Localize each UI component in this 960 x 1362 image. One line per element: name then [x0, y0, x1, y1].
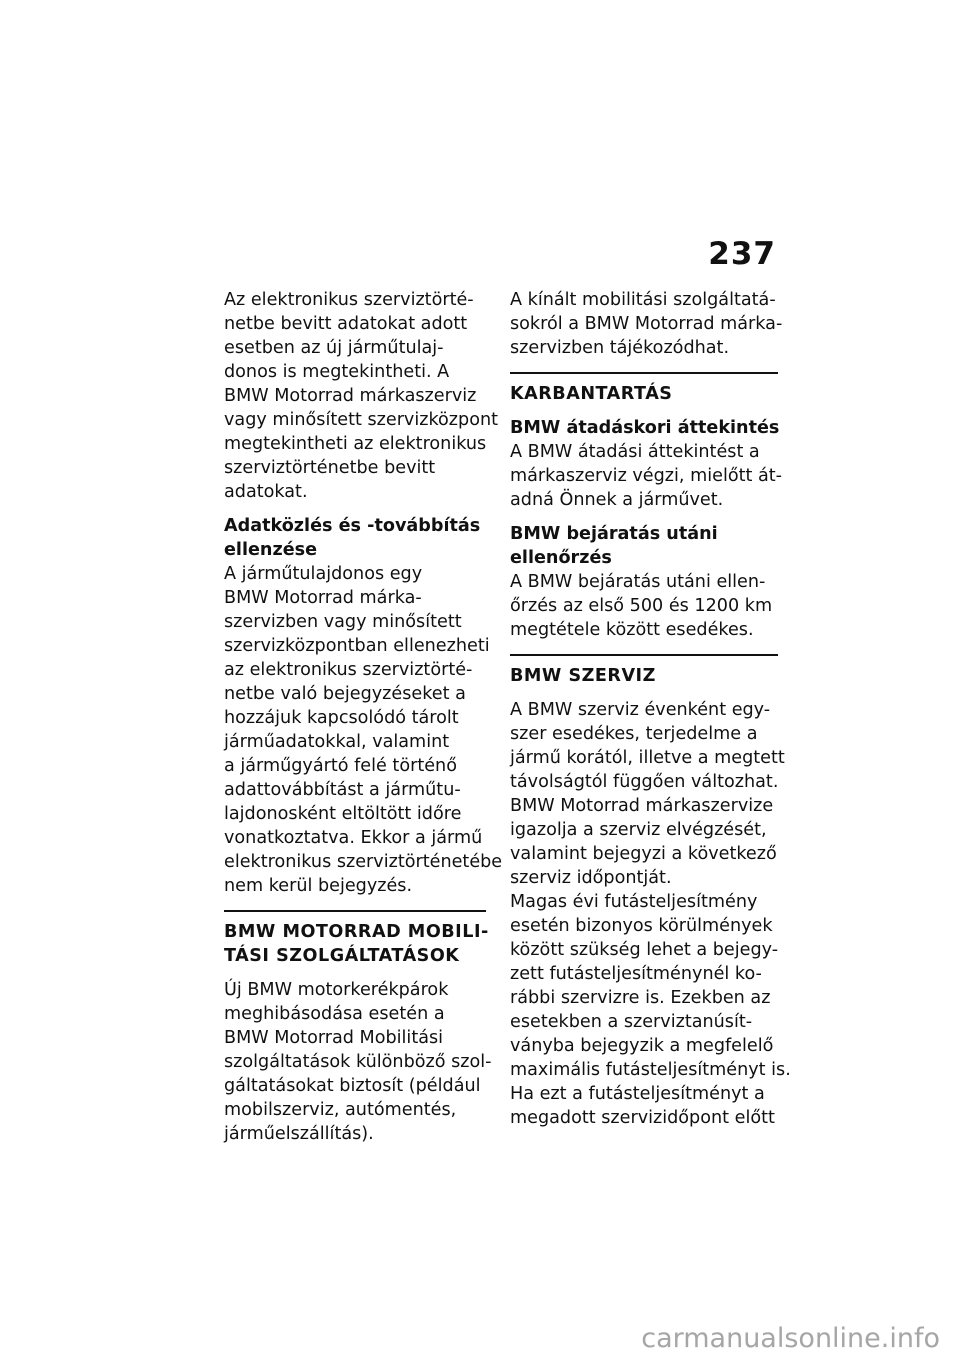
- text-line: szerviz időpontját.: [510, 868, 672, 888]
- text-line: gáltatásokat biztosít (például: [224, 1076, 481, 1096]
- mobility-info-paragraph: [510, 288, 783, 360]
- text-line: hozzájuk kapcsolódó tárolt: [224, 708, 459, 728]
- text-line: között szükség lehet a bejegy-: [510, 940, 779, 960]
- text-line: meghibásodása esetén a: [224, 1004, 445, 1024]
- text-line: márkaszerviz végzi, mielőtt át-: [510, 466, 783, 486]
- text-line: az elektronikus szerviztörté-: [224, 660, 473, 680]
- text-line: adattovábbítást a járműtu-: [224, 780, 461, 800]
- section-heading-maintenance: [510, 372, 778, 406]
- text-line: szervizközpontban ellenezheti: [224, 636, 490, 656]
- text-line: rábbi szervizre is. Ezekben az: [510, 988, 771, 1008]
- text-line: BMW bejáratás utáni: [510, 524, 718, 544]
- text-line: BMW SZERVIZ: [510, 666, 656, 686]
- text-line: szolgáltatások különböző szol-: [224, 1052, 492, 1072]
- section-heading-service: [510, 654, 778, 688]
- text-line: BMW Motorrad márkaszervize: [510, 796, 774, 816]
- text-line: megtekintheti az elektronikus: [224, 434, 487, 454]
- text-line: a járműgyártó felé történő: [224, 756, 457, 776]
- section-heading-mobility: [224, 910, 489, 968]
- text-line: járműelszállítás).: [224, 1124, 374, 1144]
- watermark: carmanualsonline.info: [641, 1323, 940, 1354]
- text-line: A BMW szerviz évenként egy-: [510, 700, 771, 720]
- text-line: Magas évi futásteljesítmény: [510, 892, 758, 912]
- text-line: megtétele között esedékes.: [510, 620, 754, 640]
- text-line: szer esedékes, terjedelme a: [510, 724, 758, 744]
- subheading-handover-check: [510, 416, 778, 440]
- text-line: esetekben a szerviztanúsít-: [510, 1012, 753, 1032]
- text-line: A BMW bejáratás utáni ellen-: [510, 572, 766, 592]
- text-line: elektronikus szerviztörténetébe: [224, 852, 503, 872]
- text-line: BMW Motorrad márkaszerviz: [224, 386, 477, 406]
- page-number: 237: [708, 236, 776, 272]
- text-line: adatokat.: [224, 482, 308, 502]
- text-line: KARBANTARTÁS: [510, 384, 673, 404]
- mobility-paragraph: [224, 978, 492, 1146]
- text-line: valamint bejegyzi a következő: [510, 844, 777, 864]
- data-objection-paragraph: [224, 562, 503, 898]
- text-line: vonatkoztatva. Ekkor a jármű: [224, 828, 483, 848]
- text-line: ványba bejegyzik a megfelelő: [510, 1036, 774, 1056]
- text-line: BMW MOTORRAD MOBILI-: [224, 922, 489, 942]
- text-line: nem kerül bejegyzés.: [224, 876, 413, 896]
- text-line: szervizben vagy minősített: [224, 612, 462, 632]
- text-line: igazolja a szerviz elvégzését,: [510, 820, 767, 840]
- subheading-data-objection: [224, 514, 486, 562]
- intro-paragraph: [224, 288, 499, 504]
- text-line: ellenőrzés: [510, 548, 612, 568]
- text-line: lajdonosként eltöltött időre: [224, 804, 462, 824]
- text-line: netbe bevitt adatokat adott: [224, 314, 468, 334]
- text-line: vagy minősített szervizközpont: [224, 410, 499, 430]
- text-line: szerviztörténetbe bevitt: [224, 458, 436, 478]
- service-paragraph: [510, 698, 791, 1130]
- text-line: sokról a BMW Motorrad márka-: [510, 314, 783, 334]
- text-line: BMW Motorrad márka-: [224, 588, 422, 608]
- text-line: adná Önnek a járművet.: [510, 490, 724, 510]
- text-line: A kínált mobilitási szolgáltatá-: [510, 290, 776, 310]
- left-column: [224, 288, 503, 1146]
- right-column: [510, 288, 791, 1130]
- text-line: szervizben tájékozódhat.: [510, 338, 730, 358]
- text-line: zett futásteljesítménynél ko-: [510, 964, 762, 984]
- text-line: BMW Motorrad Mobilitási: [224, 1028, 444, 1048]
- text-line: Adatközlés és -továbbítás: [224, 516, 481, 536]
- text-line: Ha ezt a futásteljesítményt a: [510, 1084, 765, 1104]
- handover-paragraph: [510, 440, 783, 512]
- running-in-paragraph: [510, 570, 778, 642]
- text-line: A járműtulajdonos egy: [224, 564, 423, 584]
- text-line: ellenzése: [224, 540, 318, 560]
- text-line: távolságtól függően változhat.: [510, 772, 779, 792]
- text-line: A BMW átadási áttekintést a: [510, 442, 760, 462]
- subheading-running-in-check: [510, 522, 778, 570]
- text-line: mobilszerviz, autómentés,: [224, 1100, 457, 1120]
- text-line: őrzés az első 500 és 1200 km: [510, 596, 773, 616]
- text-line: Az elektronikus szerviztörté-: [224, 290, 474, 310]
- text-line: megadott szervizidőpont előtt: [510, 1108, 775, 1128]
- text-line: BMW átadáskori áttekintés: [510, 418, 780, 438]
- text-line: donos is megtekintheti. A: [224, 362, 450, 382]
- text-line: netbe való bejegyzéseket a: [224, 684, 466, 704]
- text-line: jármű korától, illetve a megtett: [510, 748, 785, 768]
- text-line: maximális futásteljesítményt is.: [510, 1060, 791, 1080]
- text-line: esetén bizonyos körülmények: [510, 916, 773, 936]
- text-line: TÁSI SZOLGÁLTATÁSOK: [224, 946, 460, 966]
- text-line: esetben az új járműtulaj-: [224, 338, 444, 358]
- text-line: járműadatokkal, valamint: [224, 732, 450, 752]
- text-line: Új BMW motorkerékpárok: [224, 980, 449, 1000]
